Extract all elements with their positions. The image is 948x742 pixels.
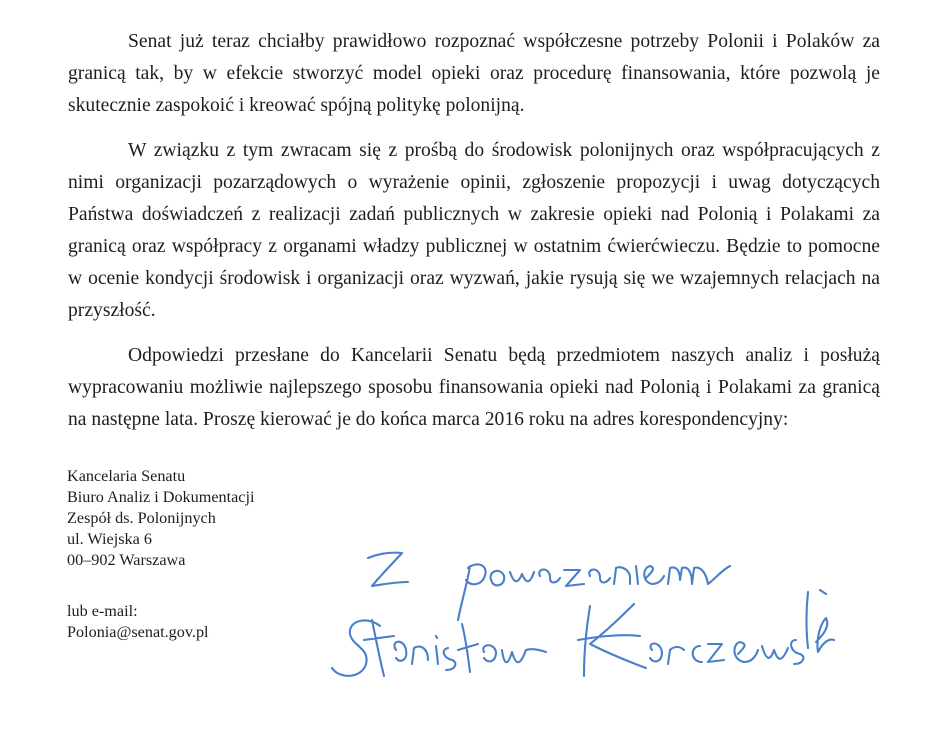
paragraph-3: Odpowiedzi przesłane do Kancelarii Senatu będą przedmiotem naszych analiz i posłużą wypracowaniu możliwie najlepszego sposobu finansowania opieki nad Polonią i Polakami za granicą na następne lata. Proszę kierować je do końca marca 2016 roku na adres korespondencyjny: (68, 345, 880, 430)
address-line-1: Kancelaria Senatu (67, 467, 186, 485)
address-line-5: 00–902 Warszawa (67, 551, 186, 569)
address-line-3: Zespół ds. Polonijnych (67, 509, 216, 527)
paragraph-2: W związku z tym zwracam się z prośbą do środowisk polonijnych oraz współpracujących z nimi organizacji pozarządowych o wyrażenie opinii, zgłoszenie propozycji i uwag dotyczących Państwa doświadczeń z realizacji zadań publicznych w zakresie opieki nad Polonią i Polakami za granicą oraz współpracy z organami władzy publicznej w ostatnim ćwierćwieczu. Będzie to pomocne w ocenie kondycji środowisk i organizacji oraz wyzwań, jakie rysują się we wzajemnych relacjach na przyszłość. (68, 140, 880, 321)
address-line-4: ul. Wiejska 6 (67, 530, 152, 548)
email-label: lub e-mail: (67, 602, 138, 620)
signature-last-name (578, 590, 834, 676)
email-address: Polonia@senat.gov.pl (67, 623, 209, 641)
signature-closing-z (368, 553, 408, 586)
address-line-2: Biuro Analiz i Dokumentacji (67, 488, 255, 506)
signature-first-name (332, 620, 546, 676)
email-block (67, 601, 209, 643)
signature-closing-word (458, 564, 730, 620)
paragraph-1: Senat już teraz chciałby prawidłowo rozpoznać współczesne potrzeby Polonii i Polaków za granicą tak, by w efekcie stworzyć model opieki oraz procedurę finansowania, które pozwolą je skutecznie zaspokoić i kreować spójną politykę polonijną. (68, 31, 880, 116)
postal-address (67, 466, 254, 571)
